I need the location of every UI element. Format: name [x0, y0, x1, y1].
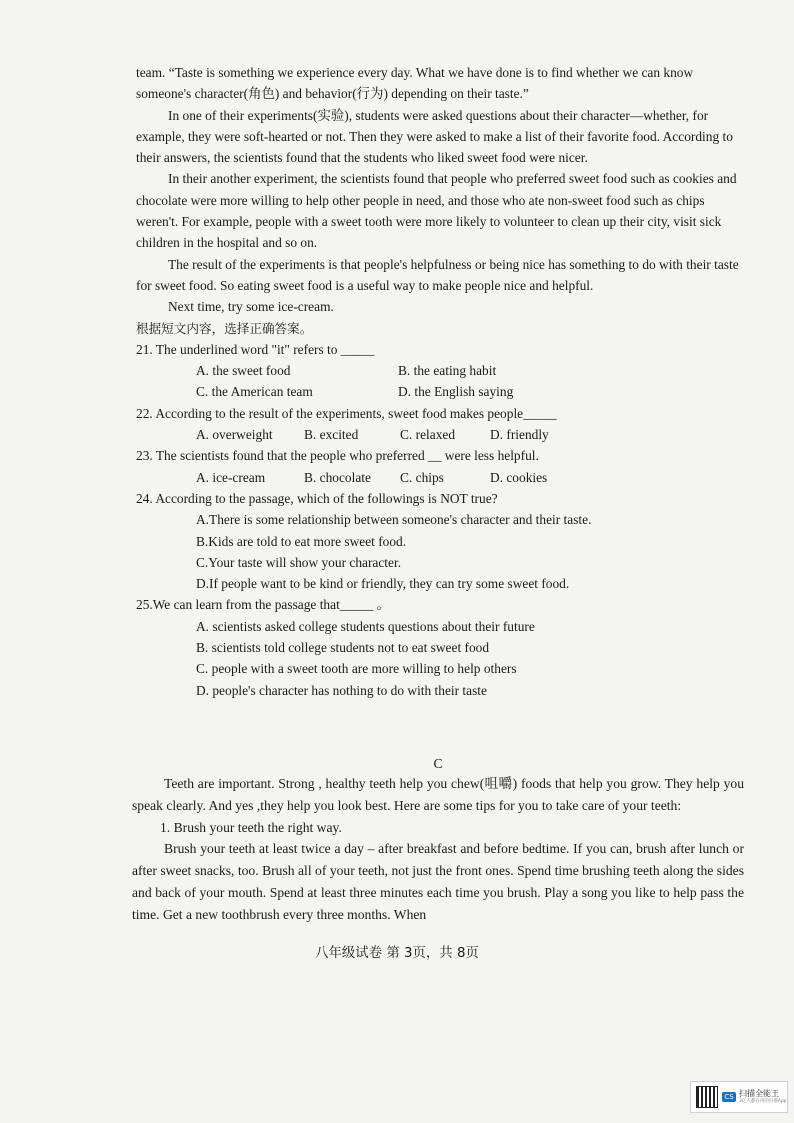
camscanner-logo-icon: CS: [722, 1092, 736, 1102]
question-21-option-a[interactable]: A. the sweet food: [196, 363, 291, 379]
question-23-stem: 23. The scientists found that the people who preferred __ were less helpful.: [136, 448, 539, 464]
question-25-option-b[interactable]: B. scientists told college students not to eat sweet food: [196, 640, 490, 656]
passage-b-paragraph-3: In their another experiment, the scientists found that people who preferred sweet food such as cookies and chocolate were more willing to help other people in need, and those who ate non-sweet food such as chips weren't. For example, people with a sweet tooth were more likely to volunteer to clean up their city, visit sick children in the hospital and so on.: [136, 171, 737, 251]
question-23-option-c[interactable]: C. chips: [400, 469, 444, 485]
passage-c-section: [132, 754, 744, 926]
instruction: 根据短文内容，选择正确答案。: [136, 320, 313, 336]
passage-c-paragraph-2: Brush your teeth at least twice a day – after breakfast and before bedtime. If you can, brush after lunch or after sweet snacks, too. Brush all of your teeth, not just the front ones. Spend time brushing teeth along the sides and back of your mouth. Spend at least three minutes each time you brush. Play a song you like to help pass the time. Get a new toothbrush every three months. When: [132, 841, 744, 922]
question-24-option-d[interactable]: D.If people want to be kind or friendly, they can try some sweet food.: [196, 576, 570, 592]
question-23-options: [136, 467, 742, 488]
question-24-option-c[interactable]: C.Your taste will show your character.: [196, 554, 402, 570]
question-22-option-c[interactable]: C. relaxed: [400, 427, 456, 443]
question-22-stem: 22. According to the result of the experiments, sweet food makes people_____: [136, 405, 557, 421]
passage-b-section: [136, 62, 742, 701]
passage-b-paragraph-5: Next time, try some ice-cream.: [168, 299, 334, 315]
question-25-option-d[interactable]: D. people's character has nothing to do with their taste: [196, 682, 487, 698]
scanner-badge-title: 扫描全能王: [739, 1089, 779, 1098]
question-24-option-b[interactable]: B.Kids are told to eat more sweet food.: [196, 533, 407, 549]
scanner-watermark-badge: [690, 1081, 788, 1113]
question-22-options: [136, 424, 742, 445]
question-22-option-d[interactable]: D. friendly: [490, 427, 549, 443]
passage-c-tip-1: 1. Brush your teeth the right way.: [160, 819, 342, 835]
scanner-badge-subtitle: 3亿人都在用的扫描App: [739, 1099, 787, 1104]
question-21-option-b[interactable]: B. the eating habit: [398, 363, 497, 379]
question-21-options-row-2: [136, 381, 742, 402]
passage-c-heading: C: [433, 756, 443, 771]
qr-code-icon: [696, 1086, 718, 1108]
question-23-option-d[interactable]: D. cookies: [490, 469, 548, 485]
passage-b-paragraph-2: In one of their experiments(实验), students were asked questions about their character—whether, for example, they were soft-hearted or not. Then they were asked to make a list of their favorite food. According to their answers, the scientists found that the students who liked sweet food were nicer.: [136, 107, 733, 166]
question-22-option-b[interactable]: B. excited: [304, 427, 359, 443]
question-25-option-a[interactable]: A. scientists asked college students questions about their future: [196, 618, 535, 634]
scanner-badge-text: [739, 1089, 787, 1105]
question-23-option-a[interactable]: A. ice-cream: [196, 469, 266, 485]
question-21-option-c[interactable]: C. the American team: [196, 384, 313, 400]
question-25-stem: 25.We can learn from the passage that_____ 。: [136, 597, 391, 613]
question-21-stem: 21. The underlined word "it" refers to _____: [136, 341, 375, 357]
question-24-option-a[interactable]: A.There is some relationship between someone's character and their taste.: [196, 512, 592, 528]
question-21-option-d[interactable]: D. the English saying: [398, 384, 514, 400]
question-24-stem: 24. According to the passage, which of the followings is NOT true?: [136, 490, 498, 506]
page-footer: 八年级试卷 第 3页，共 8页: [315, 946, 479, 961]
question-22-option-a[interactable]: A. overweight: [196, 427, 273, 443]
question-25-option-c[interactable]: C. people with a sweet tooth are more willing to help others: [196, 661, 517, 677]
passage-b-paragraph-1: team. “Taste is something we experience every day. What we have done is to find whether we can know someone's character(角色) and behavior(行为) depending on their taste.”: [136, 65, 694, 102]
passage-c-paragraph-1: Teeth are important. Strong , healthy teeth help you chew(咀嚼) foods that help you grow. They help you speak clearly. And yes ,they help you look best. Here are some tips for you to take care of your teeth:: [132, 776, 744, 813]
passage-b-paragraph-4: The result of the experiments is that people's helpfulness or being nice has something to do with their taste for sweet food. So eating sweet food is a useful way to make people nice and helpful.: [136, 256, 739, 293]
question-23-option-b[interactable]: B. chocolate: [304, 469, 371, 485]
question-21-options-row-1: [136, 360, 742, 381]
